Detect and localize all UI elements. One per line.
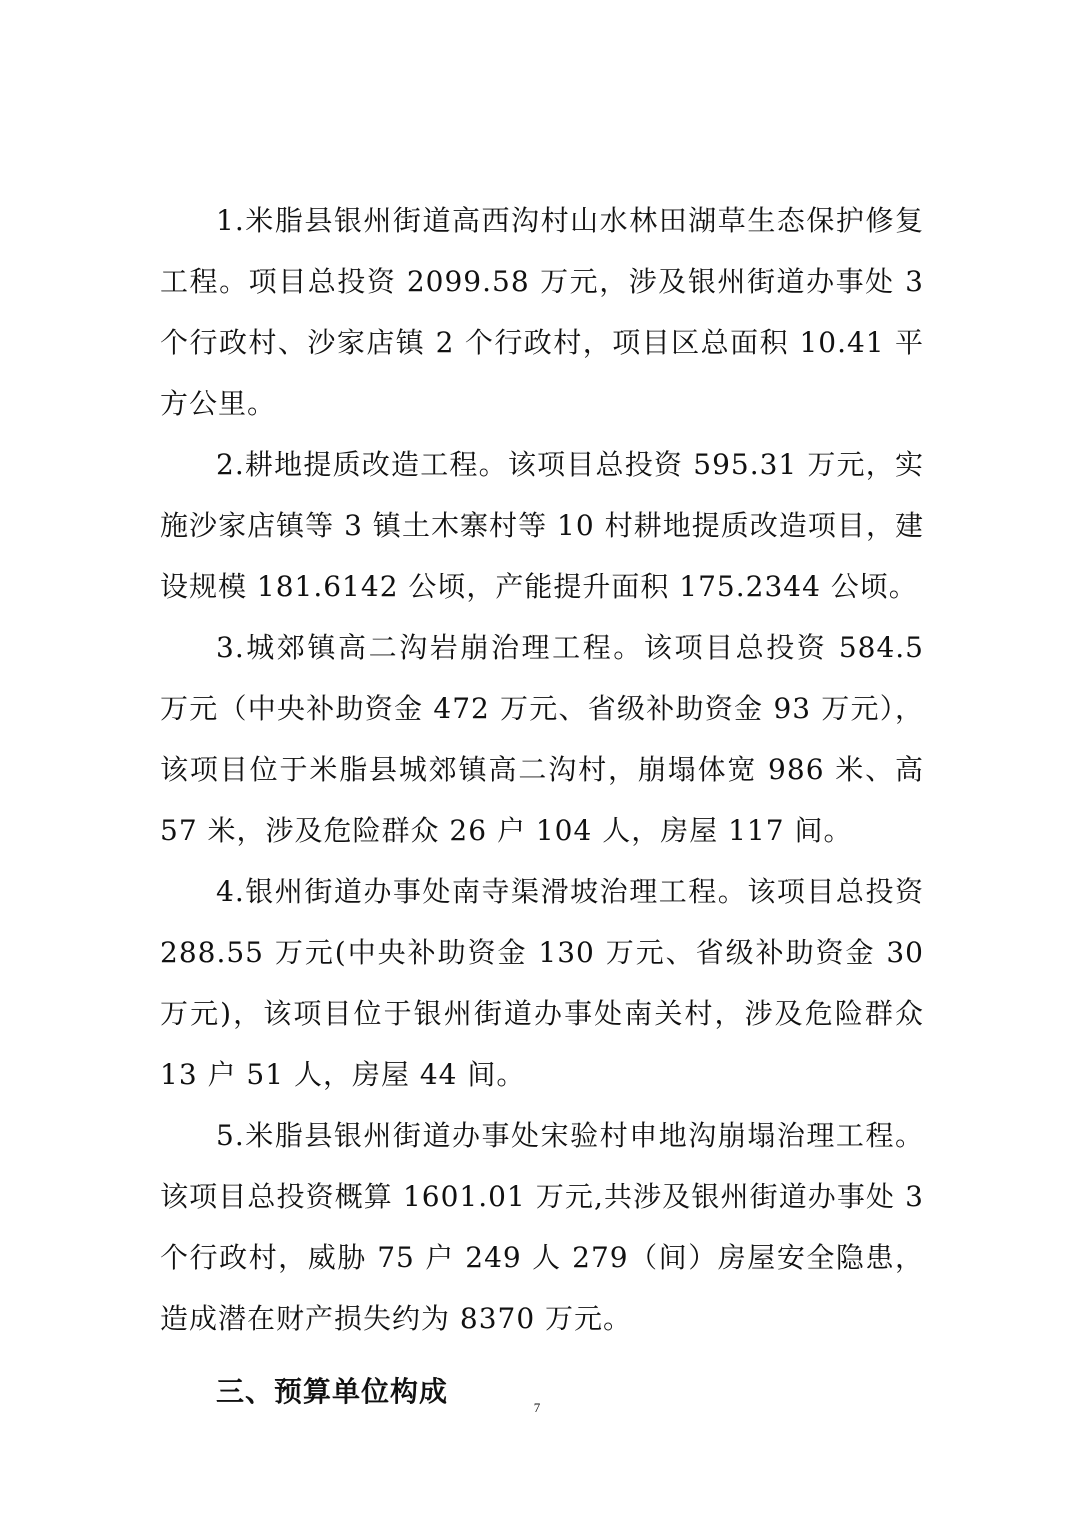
paragraph-project-1: 1.米脂县银州街道高西沟村山水林田湖草生态保护修复工程。项目总投资 2099.58 万元，涉及银州街道办事处 3 个行政村、沙家店镇 2 个行政村，项目区总面积 10.41 平方公里。	[160, 204, 924, 420]
document-body	[160, 190, 924, 1422]
paragraph-project-3: 3.城郊镇高二沟岩崩治理工程。该项目总投资 584.5 万元（中央补助资金 472 万元、省级补助资金 93 万元），该项目位于米脂县城郊镇高二沟村，崩塌体宽 986 米、高 57 米，涉及危险群众 26 户 104 人，房屋 117 间。	[160, 631, 924, 847]
page-number: 7	[533, 1400, 541, 1415]
paragraph-project-2: 2.耕地提质改造工程。该项目总投资 595.31 万元，实施沙家店镇等 3 镇土木寨村等 10 村耕地提质改造项目，建设规模 181.6142 公顷，产能提升面积 175.2344 公顷。	[160, 448, 924, 603]
paragraph-project-5: 5.米脂县银州街道办事处宋验村申地沟崩塌治理工程。该项目总投资概算 1601.01 万元,共涉及银州街道办事处 3 个行政村，威胁 75 户 249 人 279（间）房屋安全隐患，造成潜在财产损失约为 8370 万元。	[160, 1119, 924, 1335]
paragraph-project-4: 4.银州街道办事处南寺渠滑坡治理工程。该项目总投资 288.55 万元(中央补助资金 130 万元、省级补助资金 30 万元)，该项目位于银州街道办事处南关村，涉及危险群众 13 户 51 人，房屋 44 间。	[160, 875, 924, 1091]
section-heading: 三、预算单位构成	[216, 1375, 449, 1408]
